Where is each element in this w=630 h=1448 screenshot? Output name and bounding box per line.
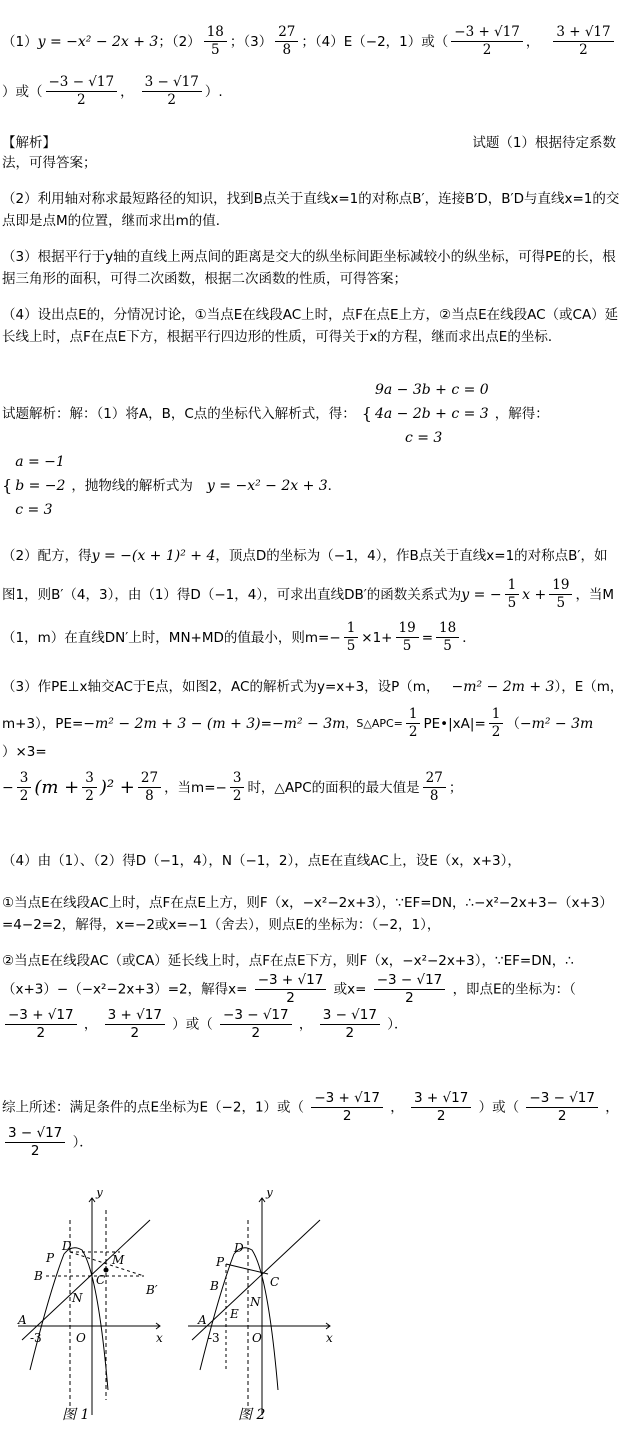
- analysis-cont: 法，可得答案；: [2, 155, 97, 171]
- label-y: y: [266, 1190, 273, 1199]
- label-o: O: [76, 1331, 86, 1345]
- label-b: B: [210, 1279, 219, 1293]
- label-a: A: [198, 1313, 207, 1327]
- answer-part3: ；（3）: [229, 33, 273, 50]
- label-b: B: [34, 1269, 43, 1283]
- label-n: N: [250, 1295, 261, 1309]
- label-p: P: [216, 1255, 225, 1269]
- answer-part2: ；（2）: [158, 33, 201, 50]
- answer-line-1: （1） y = −x² − 2x + 3 ；（2） $\frac{18}{5}$ ；（3） $\frac{27}{8}$ ；（4）E（−2，1）或（ $\frac{-3 + √17}{2}$ ， $\frac{3 + √17}{2}$: [2, 24, 624, 59]
- answer-frac-c: $\frac{-3 - √17}{2}$: [46, 74, 118, 109]
- parabola: [200, 1248, 278, 1390]
- label-minus3: -3: [30, 1331, 42, 1345]
- label-minus3: -3: [208, 1331, 220, 1345]
- analysis-p3: （3）根据平行于y轴的直线上两点间的距离是交大的纵坐标间距坐标减较小的纵坐标，可得PE的长，根据三角形的面积，可得二次函数，根据二次函数的性质，可得答案；: [2, 249, 616, 287]
- answer-frac-27-8: $\frac{27}{8}$: [275, 24, 298, 59]
- label-n: N: [72, 1291, 83, 1305]
- solution-part1: 试题解析：解：（1）将A，B，C点的坐标代入解析式，得： { 9a − 3b + c = 0 4a − 2b + c = 3 c = 3 ，解得：: [2, 378, 624, 450]
- analysis-p4: （4）设出点E的，分情况讨论，①当点E在线段AC上时，点F在点E上方，②当点E在线段AC（或CA）延长线上时，点F在点E下方，根据平行四边形的性质，可得关于x的方程，继而求出点E的坐标．: [2, 307, 619, 345]
- label-o: O: [252, 1331, 262, 1345]
- solution-part3-line1: （3）作PE⊥x轴交AC于E点，如图2，AC的解析式为y=x+3，设P（m， −m² − 2m + 3 ），E（m，: [2, 679, 624, 695]
- answer-frac-b: $\frac{3 + √17}{2}$: [553, 24, 613, 59]
- solution-part4-intro: （4）由（1）、（2）得D（−1，4），N（−1，2），点E在直线AC上，设E（x，x+3），: [2, 853, 521, 869]
- analysis-title: 【解析】: [2, 135, 56, 151]
- label-c: C: [270, 1275, 280, 1289]
- answer-frac-d: $\frac{3 - √17}{2}$: [142, 74, 202, 109]
- label-e: E: [230, 1307, 239, 1321]
- answer-part4: ；（4）E（−2，1）或（: [301, 33, 449, 50]
- system-2: { a = −1 b = −2 c = 3: [2, 454, 66, 518]
- figure-2: [180, 1190, 340, 1420]
- analysis-header: [2, 132, 624, 154]
- label-y: y: [96, 1190, 103, 1199]
- analysis-right: 试题（1）根据待定系数: [472, 135, 616, 151]
- solution-part2-line3: （1，m）在直线DN′上时，MN+MD的值最小，则m=− $\frac{1}{5}$ ×1+ $\frac{19}{5}$ = $\frac{18}{5}$ ．: [2, 620, 476, 654]
- figure-1-caption: 图 1: [62, 1407, 90, 1423]
- solution-part4-case2: ②当点E在线段AC（或CA）延长线上时，点F在点E下方，则F（x，−x²−2x+3），∵EF=DN，∴（x+3）−（−x²−2x+3）=2，解得x= $\frac{-3 + √17}{2}$ 或x= $\frac{-3 - √17}{2}$ ，即点E的坐标为：（ $\frac{-3 + √17}{2}$ ， $\frac{3 + √17}{2}$ ）或（ $\frac{-3 - √17}{2}$ ， $\frac{3 - √17}{2}$ ）．: [2, 953, 576, 1041]
- solution-part4-case1: ①当点E在线段AC上时，点F在点E上方，则F（x，−x²−2x+3），∵EF=DN，∴−x²−2x+3−（x+3）=4−2=2，解得，x=−2或x=−1（舍去），则点E的坐标为：（−2，1），: [2, 895, 613, 933]
- analysis-p2: （2）利用轴对称求最短路径的知识，找到B点关于直线x=1的对称点B′，连接B′D，B′D与直线x=1的交点即是点M的位置，继而求出m的值．: [2, 191, 620, 229]
- label-d: D: [234, 1241, 244, 1255]
- label-bp: B′: [146, 1283, 158, 1297]
- solution-intro: 试题解析：解：（1）将A，B，C点的坐标代入解析式，得：: [2, 406, 356, 422]
- label-d: D: [62, 1239, 72, 1253]
- point-m: [104, 1268, 109, 1273]
- label-a: A: [18, 1313, 27, 1327]
- label-p: P: [46, 1251, 55, 1265]
- figure-2-caption: 图 2: [238, 1407, 266, 1423]
- answer-part1: （1）: [2, 33, 38, 50]
- summary: 综上所述：满足条件的点E坐标为E（−2，1）或（ $\frac{-3 + √17}{2}$ ， $\frac{3 + √17}{2}$ ）或（ $\frac{-3 - √17}{2}$ ， $\frac{3 - √17}{2}$ ）．: [2, 1090, 619, 1159]
- solution-part2-line1: （2）配方，得 y = −(x + 1)² + 4 ，顶点D的坐标为（−1，4），作B点关于直线x=1的对称点B′，如: [2, 548, 608, 564]
- figure-1: [10, 1190, 170, 1420]
- label-c: C: [96, 1273, 106, 1287]
- answer-eq1: y = −x² − 2x + 3: [37, 33, 159, 50]
- line-db: [70, 1252, 144, 1276]
- solution-part3-line3: − $\frac{3}{2}$ (m + $\frac{3}{2}$ )² + $\frac{27}{8}$ ，当m=− $\frac{3}{2}$ 时，△APC的面积的最大值是 $\frac{27}{8}$ ；: [2, 770, 463, 804]
- solution-part2-line2: 图1，则B′（4，3），由（1）得D（−1，4），可求出直线DB′的函数关系式为 y = − $\frac{1}{5}$ x + $\frac{19}{5}$ ，当M: [2, 577, 615, 611]
- answer-frac-a: $\frac{-3 + √17}{2}$: [451, 24, 523, 59]
- label-x: x: [326, 1331, 333, 1345]
- answer-line-2: ）或（ $\frac{-3 - √17}{2}$ ， $\frac{3 - √17}{2}$ ）.: [2, 74, 223, 108]
- solution-part1b: { a = −1 b = −2 c = 3 ，抛物线的解析式为 y = −x² − 2x + 3 ．: [2, 450, 624, 522]
- system-1: { 9a − 3b + c = 0 4a − 2b + c = 3 c = 3: [361, 382, 489, 446]
- label-x: x: [156, 1331, 163, 1345]
- answer-frac-18-5: $\frac{18}{5}$: [204, 24, 227, 59]
- solution-part3-line2: m+3），PE= −m² − 2m + 3 − (m + 3) = −m² − 3m ，S△APC= $\frac{1}{2}$ PE•|xA|= $\frac{1}{2}$ （ −m² − 3m ）×3=: [2, 706, 594, 760]
- label-m: M: [112, 1253, 125, 1267]
